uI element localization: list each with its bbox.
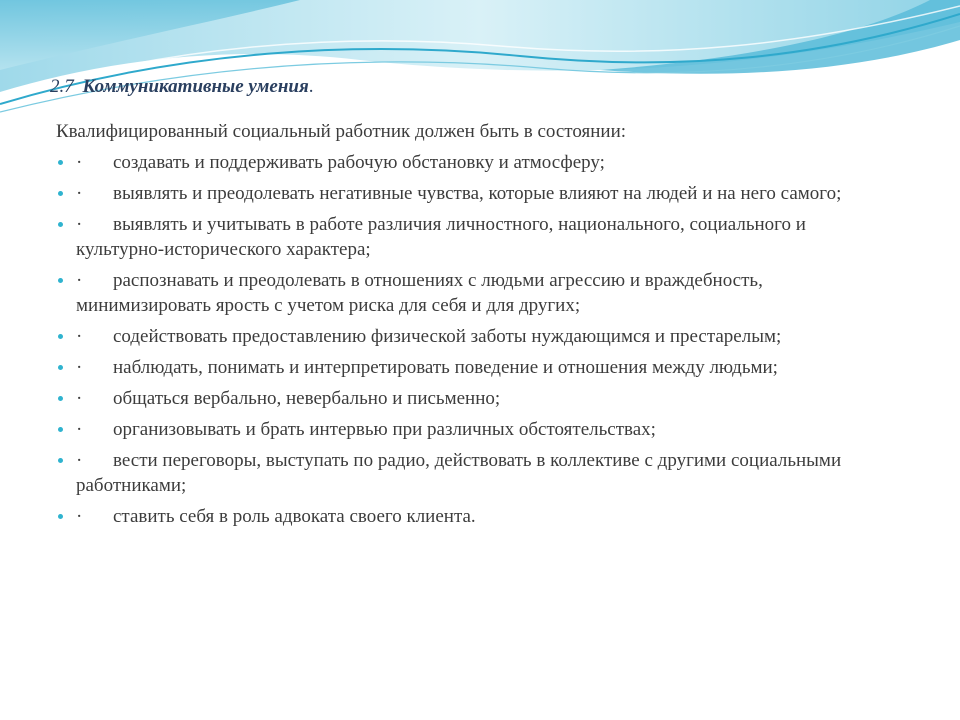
bullet-list — [56, 150, 896, 529]
list-item — [56, 417, 896, 442]
list-item — [56, 212, 896, 262]
bullet-dot: · — [76, 419, 83, 440]
list-item-text: ставить себя в роль адвоката своего клиента. — [113, 506, 476, 527]
list-item — [56, 386, 896, 411]
list-item — [56, 181, 896, 206]
bullet-dot: · — [76, 183, 83, 204]
bullet-dot: · — [76, 326, 83, 347]
bullet-marker-icon — [58, 160, 63, 165]
bullet-dot: · — [76, 357, 83, 378]
bullet-dot: · — [76, 214, 83, 235]
bullet-marker-icon — [58, 427, 63, 432]
intro-text: Квалифицированный социальный работник должен быть в состоянии: — [56, 121, 627, 142]
list-item-text: организовывать и брать интервью при различных обстоятельствах; — [113, 419, 656, 440]
bullet-marker-icon — [58, 278, 63, 283]
list-item — [56, 448, 896, 498]
bullet-marker-icon — [58, 334, 63, 339]
bullet-dot: · — [76, 270, 83, 291]
bullet-dot: · — [76, 388, 83, 409]
heading-title: Коммуникативные умения — [82, 76, 309, 97]
heading-number: 2.7 — [50, 76, 74, 97]
list-item-text: выявлять и учитывать в работе различия личностного, национального, социального и культурно-исторического характера; — [76, 214, 806, 260]
decorative-waves — [0, 0, 960, 130]
list-item-text: распознавать и преодолевать в отношениях с людьми агрессию и враждебность, минимизировать ярость с учетом риска для себя и для других; — [76, 270, 763, 316]
slide-content — [56, 119, 896, 535]
bullet-marker-icon — [58, 191, 63, 196]
list-item-text: общаться вербально, невербально и письменно; — [113, 388, 501, 409]
list-item — [56, 324, 896, 349]
list-item-text: выявлять и преодолевать негативные чувства, которые влияют на людей и на него самого; — [113, 183, 842, 204]
list-item — [56, 504, 896, 529]
list-item — [56, 355, 896, 380]
bullet-dot: · — [76, 450, 83, 471]
bullet-dot: · — [76, 152, 83, 173]
list-item-text: содействовать предоставлению физической заботы нуждающимся и престарелым; — [113, 326, 782, 347]
list-item-text: вести переговоры, выступать по радио, действовать в коллективе с другими социальными работниками; — [76, 450, 842, 496]
bullet-marker-icon — [58, 396, 63, 401]
list-item-text: наблюдать, понимать и интерпретировать поведение и отношения между людьми; — [113, 357, 778, 378]
list-item — [56, 150, 896, 175]
bullet-dot: · — [76, 506, 83, 527]
slide-heading — [50, 76, 314, 98]
bullet-marker-icon — [58, 222, 63, 227]
bullet-marker-icon — [58, 458, 63, 463]
heading-period: . — [308, 76, 314, 97]
list-item — [56, 268, 896, 318]
bullet-marker-icon — [58, 365, 63, 370]
bullet-marker-icon — [58, 514, 63, 519]
list-item-text: создавать и поддерживать рабочую обстановку и атмосферу; — [113, 152, 605, 173]
